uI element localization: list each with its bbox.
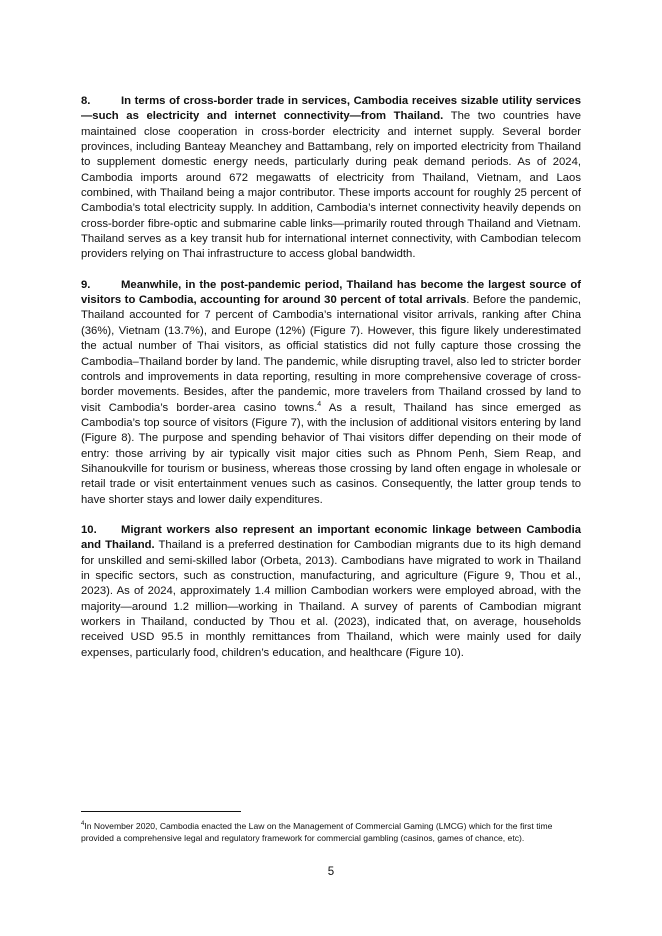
paragraph-lead: Migrant workers also represent an important economic linkage between Cambodia and Thailand. xyxy=(81,523,581,552)
paragraph-text: . Before the pandemic, Thailand accounted for 7 percent of Cambodia’s international visitor arrivals, ranking after China (36%), Vietnam (13.7%), and Europe (12%) (Figure 7). However, this figure likely underestimated the actual number of Thai visitors, as official statistics did not fully capture those crossing the Cambodia–Thailand border by land. The pandemic, while disrupting travel, also led to stricter border controls and improvements in data reporting, resulting in more comprehensive coverage of cross-border movements. Besides, after the pandemic, more travelers from Thailand crossed by land to visit Cambodia’s border-area casino towns. xyxy=(81,294,581,414)
paragraph-number: 8. xyxy=(81,95,91,107)
footnote-reference[interactable]: 4 xyxy=(317,400,322,408)
document-body xyxy=(81,94,581,676)
paragraph-text: As a result, Thailand has since emerged as Cambodia’s top source of visitors (Figure 7), with the inclusion of additional visitors entering by land (Figure 8). The purpose and spending behavior of Thai visitors differ depending on their mode of entry: those arriving by air typically visit major cities such as Phnom Penh, Siem Reap, and Sihanoukville for tourism or business, whereas those crossing by land often engage in wholesale or retail trade or visit entertainment venues such as casinos. Consequently, the latter group tends to have shorter stays and lower daily expenditures. xyxy=(81,401,582,506)
paragraph-text: Thailand is a preferred destination for Cambodian migrants due to its high demand for unskilled and semi-skilled labor (Orbeta, 2013). Cambodians have migrated to work in Thailand in specific sectors, such as construction, manufacturing, and agriculture (Figure 9, Thou et al., 2023). As of 2024, approximately 1.4 million Cambodian workers were employed abroad, with the majority—around 1.2 million—working in Thailand. A survey of parents of Cambodian migrant workers in Thailand, conducted by Thou et al. (2023), indicated that, on average, households received USD 95.5 in monthly remittances from Thailand, which were mainly used for daily expenses, particularly food, children’s education, and healthcare (Figure 10). xyxy=(81,539,581,659)
paragraph-lead: In terms of cross-border trade in services, Cambodia receives sizable utility services—such as electricity and internet connectivity—from Thailand. xyxy=(81,95,581,123)
paragraph-text: The two countries have maintained close cooperation in cross-border electricity and internet supply. Several border provinces, including Banteay Meanchey and Battambang, rely on imported electricity from Thailand to supplement domestic energy needs, particularly during peak demand periods. As of 2024, Cambodia imports around 672 megawatts of electricity from Thailand, Vietnam, and Laos combined, with Thailand being a major contributor. These imports account for roughly 25 percent of Cambodia’s total electricity supply. In addition, Cambodia’s internet connectivity heavily depends on cross-border fibre-optic and submarine cable links—primarily routed through Thailand and Vietnam. Thailand serves as a key transit hub for international internet connectivity, with Cambodian telecom providers relying on Thai infrastructure to access global bandwidth. xyxy=(81,110,581,261)
page-number: 5 xyxy=(327,866,335,878)
paragraph-lead: Meanwhile, in the post-pandemic period, Thailand has become the largest source of visitors to Cambodia, accounting for around 30 percent of total arrivals xyxy=(81,278,581,307)
footnote xyxy=(81,821,581,845)
footnote-mark: 4 xyxy=(81,821,85,828)
paragraph-9 xyxy=(81,278,581,508)
footnote-divider xyxy=(81,811,241,812)
paragraph-number: 10. xyxy=(81,523,97,536)
footnote-text: In November 2020, Cambodia enacted the Law on the Management of Commercial Gaming (LMCG) which for the first time provided a comprehensive legal and regulatory framework for commercial gambling (casinos, games of chance, etc). xyxy=(81,821,553,843)
paragraph-number: 9. xyxy=(81,278,91,291)
paragraph-8 xyxy=(81,94,581,263)
paragraph-10 xyxy=(81,523,581,661)
